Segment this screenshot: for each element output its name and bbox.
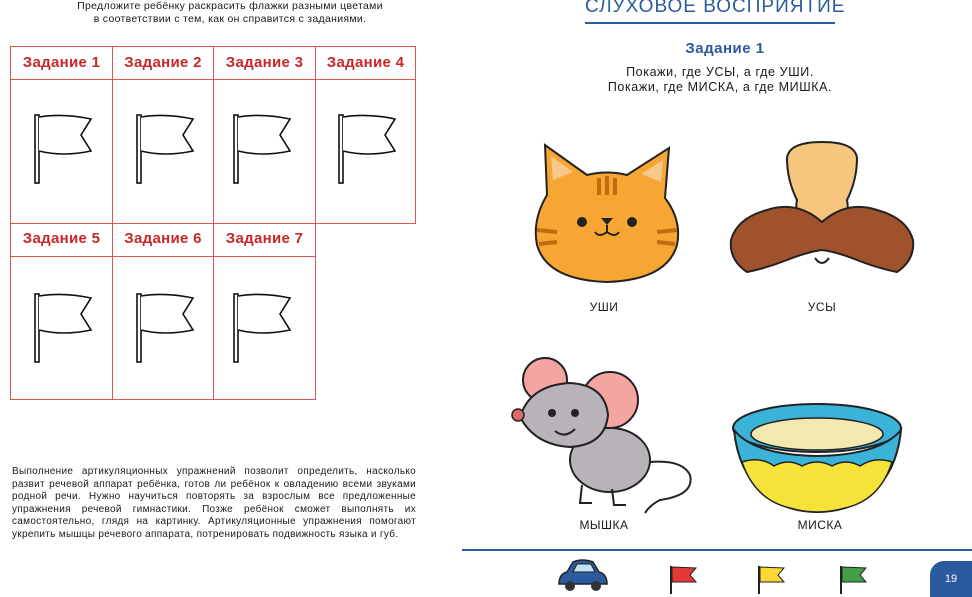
mouse-image: [510, 355, 700, 515]
flag-outline-icon: [232, 292, 292, 364]
caption-usy: УСЫ: [807, 300, 837, 314]
task-label-1: Задание 1: [22, 54, 101, 71]
caption-myshka: МЫШКА: [579, 518, 629, 532]
page-number: 19: [930, 561, 972, 597]
car-icon: [555, 558, 610, 594]
task-label-2: Задание 2: [124, 54, 202, 71]
title-underline: [585, 22, 835, 24]
intro-line-1: Предложите ребёнку раскрасить флажки разными цветами: [77, 0, 383, 12]
mustache-nose-image: [727, 140, 917, 280]
cat-face-image: [527, 140, 687, 285]
flag-outline-icon: [337, 113, 397, 185]
bowl-image: [730, 400, 905, 520]
flag-outline-icon: [33, 113, 93, 185]
explanation-paragraph: Выполнение артикуляционных упражнений позволит определить, насколько развит речевой аппарат ребёнка, готов ли ребёнок к овладению всеми звуками родной речи. Нужно научиться повторять за взрослым все предложенные упражнения речевой гимнастики. Позже ребёнок сможет выполнять их самостоятельно, глядя на картинку. Артикуляционные упражнения помогают укрепить мышцы речевого аппарата, потренировать подвижность языка и губ.: [12, 466, 416, 540]
instruction: [560, 65, 880, 95]
green-flag-icon: [838, 564, 868, 594]
intro-text: [40, 0, 420, 26]
red-flag-icon: [668, 564, 698, 594]
page-title: СЛУХОВОЕ ВОСПРИЯТИЕ: [585, 0, 846, 17]
caption-ushi: УШИ: [589, 300, 619, 314]
footer-line: [462, 549, 972, 551]
task-label-7: Задание 7: [225, 230, 304, 247]
flag-outline-icon: [135, 113, 195, 185]
task-label-3: Задание 3: [225, 54, 304, 71]
flag-outline-icon: [135, 292, 195, 364]
caption-miska: МИСКА: [797, 518, 843, 532]
yellow-flag-icon: [756, 564, 786, 594]
task-label-5: Задание 5: [22, 230, 101, 247]
flag-outline-icon: [33, 292, 93, 364]
task-title: Задание 1: [685, 40, 765, 57]
intro-line-2: в соответствии с тем, как он справится с заданиями.: [93, 13, 367, 25]
task-label-4: Задание 4: [326, 54, 405, 71]
instruction-line-2: Покажи, где МИСКА, а где МИШКА.: [607, 80, 833, 94]
task-label-6: Задание 6: [124, 230, 202, 247]
instruction-line-1: Покажи, где УСЫ, а где УШИ.: [626, 65, 814, 79]
flag-outline-icon: [232, 113, 292, 185]
